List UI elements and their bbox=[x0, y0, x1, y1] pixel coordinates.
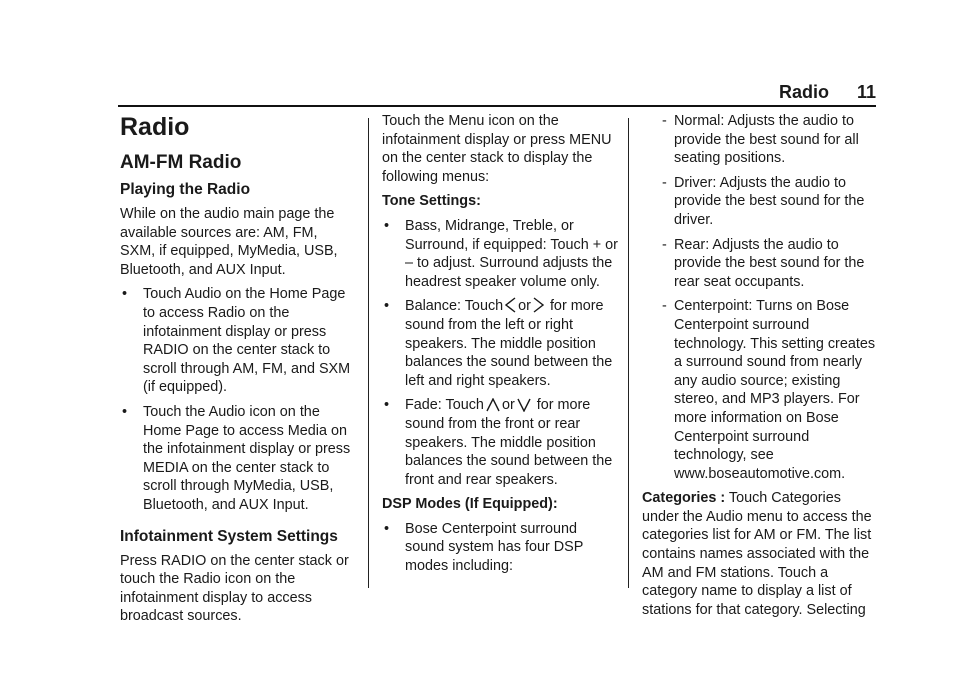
dash-marker: - bbox=[662, 298, 667, 315]
fade-or: or bbox=[501, 397, 515, 414]
bullet-marker: • bbox=[384, 397, 390, 414]
column-2 bbox=[382, 112, 618, 582]
column-3 bbox=[642, 112, 878, 625]
column-1 bbox=[120, 112, 356, 632]
bullet-marker: • bbox=[384, 217, 390, 234]
chapter-title: Radio bbox=[120, 113, 190, 141]
bullet-marker: • bbox=[122, 403, 128, 420]
section-title: Radio bbox=[778, 82, 829, 102]
fade-post: for more sound from the front or rear speakers. The middle position balances the sound between the front and rear speakers. bbox=[405, 397, 613, 488]
bullet-marker: • bbox=[384, 298, 390, 315]
balance-post: for more sound from the left or right speakers. The middle position balances the sound between the left and right speakers. bbox=[405, 298, 613, 389]
list-item bbox=[120, 285, 356, 397]
categories-text: Touch Categories under the Audio menu to access the categories list for AM or FM. The list contains names associated with the AM and FM stations. Touch a category name to display a list of stations for that category. Selecting bbox=[642, 490, 872, 618]
mode-normal: Normal: Adjusts the audio to provide the best sound for all seating positions. bbox=[674, 113, 859, 167]
list-item bbox=[382, 297, 618, 390]
list-item-text: Touch the Audio icon on the Home Page to access Media on the infotainment display or press MEDIA on the center stack to scroll through MyMedia, USB, Bluetooth, and AUX Input. bbox=[143, 403, 351, 513]
dsp-modes-heading: DSP Modes (If Equipped): bbox=[382, 496, 558, 513]
dash-marker: - bbox=[662, 113, 667, 129]
dash-marker: - bbox=[662, 174, 667, 191]
list-item bbox=[642, 112, 878, 168]
page-header bbox=[779, 82, 876, 103]
mode-rear: Rear: Adjusts the audio to provide the best sound for the rear seat occupants. bbox=[674, 236, 865, 290]
menu-paragraph: Touch the Menu icon on the infotainment display or press MENU on the center stack to display the following menus: bbox=[382, 113, 612, 185]
list-item bbox=[642, 297, 878, 483]
chevron-up-icon bbox=[486, 398, 500, 412]
balance-or: or bbox=[518, 298, 531, 315]
mode-driver: Driver: Adjusts the audio to provide the best sound for the driver. bbox=[674, 174, 865, 228]
mode-centerpoint: Centerpoint: Turns on Bose Centerpoint surround technology. This setting creates a surround sound from nearly any audio source; existing stereo, and MP3 players. For more information on Bose Centerpoint surround technology, see www.boseautomotive.com. bbox=[674, 298, 876, 482]
bullet-marker: • bbox=[122, 286, 128, 303]
header-rule bbox=[118, 105, 876, 107]
tone-settings-heading: Tone Settings: bbox=[382, 193, 481, 210]
column-divider-1 bbox=[368, 118, 369, 588]
balance-pre: Balance: Touch bbox=[405, 298, 504, 315]
dsp-mode-list bbox=[642, 112, 878, 483]
dash-marker: - bbox=[662, 236, 667, 253]
list-item bbox=[382, 396, 618, 489]
list-item bbox=[642, 236, 878, 292]
section-heading-am-fm: AM-FM Radio bbox=[120, 152, 242, 173]
subheading-settings: Infotainment System Settings bbox=[120, 527, 338, 545]
dsp-text: Bose Centerpoint surround sound system has four DSP modes including: bbox=[405, 520, 584, 575]
categories-paragraph bbox=[642, 489, 878, 619]
settings-paragraph: Press RADIO on the center stack or touch the Radio icon on the infotainment display to access broadcast sources. bbox=[120, 552, 349, 625]
column-divider-2 bbox=[628, 118, 629, 588]
categories-label: Categories : bbox=[642, 490, 726, 507]
list-item bbox=[382, 217, 618, 291]
subheading-playing: Playing the Radio bbox=[120, 181, 251, 198]
list-item-text: Touch Audio on the Home Page to access Radio on the infotainment display or press RADIO on the center stack to scroll through AM, FM, and SXM (if equipped). bbox=[143, 286, 351, 396]
bass-text: Bass, Midrange, Treble, or Surround, if equipped: Touch + or – to adjust. Surround adjusts the headrest speaker volume only. bbox=[405, 217, 618, 290]
sources-paragraph: While on the audio main page the available sources are: AM, FM, SXM, if equipped, MyMedia, USB, Bluetooth, and AUX Input. bbox=[120, 206, 338, 278]
page-number: 11 bbox=[856, 82, 876, 102]
chevron-left-icon bbox=[505, 297, 516, 313]
fade-pre: Fade: Touch bbox=[405, 397, 484, 414]
list-item bbox=[120, 403, 356, 515]
bullet-marker: • bbox=[384, 520, 390, 537]
list-item bbox=[642, 174, 878, 230]
list-item bbox=[382, 520, 618, 576]
sources-bullet-list bbox=[120, 285, 356, 514]
chevron-right-icon bbox=[533, 297, 544, 313]
tone-bullet-list bbox=[382, 217, 618, 489]
dsp-bullet-list bbox=[382, 520, 618, 576]
chevron-down-icon bbox=[517, 398, 531, 412]
